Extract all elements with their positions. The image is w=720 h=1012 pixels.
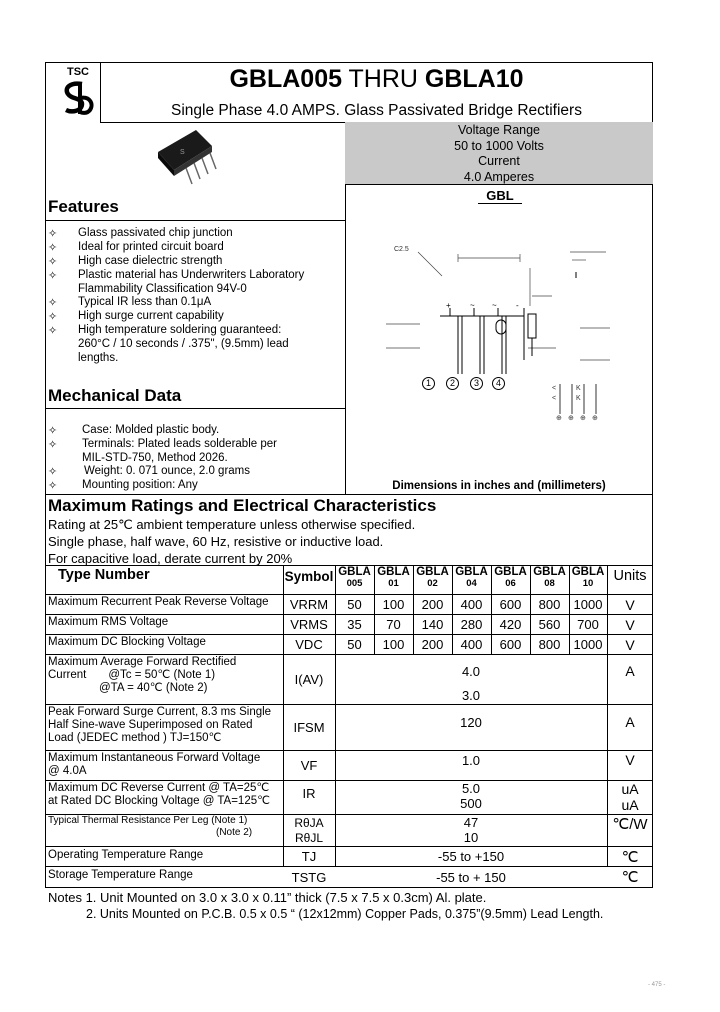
model-header-gbla06 bbox=[491, 566, 530, 590]
value-rja: 47 bbox=[463, 815, 479, 830]
page-footer-code: - 475 - bbox=[648, 982, 666, 988]
param-surge bbox=[48, 706, 271, 745]
model-series: GBLA bbox=[416, 566, 449, 578]
value-cell: 600 bbox=[499, 637, 522, 652]
unit-ir-1: uA bbox=[621, 780, 639, 797]
param-line: (Note 2) bbox=[216, 827, 253, 838]
value-ir-1: 5.0 bbox=[461, 781, 481, 796]
model-series: GBLA bbox=[494, 566, 527, 578]
model-suffix: 08 bbox=[544, 578, 555, 589]
mechanical-item: MIL-STD-750, Method 2026. bbox=[82, 452, 228, 464]
model-series: GBLA bbox=[533, 566, 566, 578]
value-cell: 420 bbox=[499, 617, 522, 632]
mechanical-item: Weight: 0. 071 ounce, 2.0 grams bbox=[84, 465, 250, 477]
value-vf: 1.0 bbox=[461, 752, 481, 768]
unit-vf: V bbox=[625, 752, 635, 768]
symbol-vdc: VDC bbox=[295, 637, 323, 652]
model-series: GBLA bbox=[377, 566, 410, 578]
logo-text: TSC bbox=[67, 66, 89, 78]
unit-op-temp: ℃ bbox=[621, 848, 639, 866]
param-avg-current bbox=[48, 656, 236, 695]
model-series: GBLA bbox=[338, 566, 371, 578]
param-op-temp: Operating Temperature Range bbox=[48, 849, 204, 861]
param-line: Maximum Instantaneous Forward Voltage bbox=[48, 752, 261, 764]
note-2: 2. Units Mounted on P.C.B. 0.5 x 0.5 “ (12x12mm) Copper Pads, 0.375”(9.5mm) Lead Length. bbox=[86, 907, 604, 921]
mechanical-item: Terminals: Plated leads solderable per bbox=[82, 438, 277, 450]
value-cell: 700 bbox=[577, 617, 599, 632]
symbol-iav: I(AV) bbox=[294, 672, 324, 687]
value-cell: 1000 bbox=[573, 637, 603, 652]
value-cell: 200 bbox=[421, 597, 444, 612]
symbol-ir: IR bbox=[302, 785, 316, 801]
unit-cell: V bbox=[625, 596, 635, 613]
value-cell: 50 bbox=[347, 637, 362, 652]
value-rjl: 10 bbox=[463, 830, 479, 845]
title-part1: GBLA005 bbox=[229, 65, 343, 93]
svg-text:~: ~ bbox=[492, 301, 497, 310]
symbol-rja: RθJA bbox=[294, 815, 324, 830]
voltage-range-label: Voltage Range bbox=[457, 123, 540, 137]
value-iav-2: 3.0 bbox=[461, 687, 481, 703]
page-title bbox=[100, 64, 653, 94]
value-cell: 800 bbox=[538, 637, 561, 652]
model-suffix: 01 bbox=[388, 578, 399, 589]
svg-text:⊕: ⊕ bbox=[556, 415, 562, 422]
symbol-ifsm: IFSM bbox=[293, 720, 325, 735]
package-outline-drawing bbox=[380, 238, 630, 428]
package-name: GBL bbox=[478, 188, 522, 204]
model-series: GBLA bbox=[571, 566, 605, 578]
svg-text:⊕: ⊕ bbox=[580, 415, 586, 422]
model-suffix: 02 bbox=[427, 578, 438, 589]
table-rule bbox=[45, 704, 653, 705]
feature-item: High case dielectric strength bbox=[78, 255, 223, 267]
model-suffix: 06 bbox=[505, 578, 516, 589]
pin-1-label: 1 bbox=[422, 377, 435, 390]
value-cell: 800 bbox=[538, 597, 561, 612]
svg-text:K: K bbox=[576, 395, 581, 402]
feature-item: Ideal for printed circuit board bbox=[78, 241, 224, 253]
svg-text:<: < bbox=[552, 395, 557, 402]
param-condition: @Tc = 50℃ (Note 1) bbox=[108, 669, 216, 681]
model-header-gbla01 bbox=[374, 566, 413, 590]
value-cell: 35 bbox=[347, 617, 362, 632]
feature-item: lengths. bbox=[78, 352, 119, 364]
spec-box bbox=[345, 122, 653, 185]
model-header-gbla02 bbox=[413, 566, 452, 590]
feature-item: Typical IR less than 0.1μA bbox=[78, 296, 212, 308]
value-cell: 100 bbox=[382, 637, 405, 652]
model-suffix: 04 bbox=[466, 578, 477, 589]
param-ir bbox=[48, 782, 270, 808]
unit-thermal: ℃/W bbox=[612, 816, 648, 833]
feature-item: High surge current capability bbox=[78, 310, 224, 322]
param-line: Typical Thermal Resistance Per Leg (Note 1) bbox=[48, 815, 248, 826]
symbol-tj: TJ bbox=[301, 849, 317, 864]
mechanical-item: Mounting position: Any bbox=[82, 479, 198, 491]
unit-ir-2: uA bbox=[621, 796, 639, 813]
value-cell: 100 bbox=[382, 597, 405, 612]
value-st-temp: -55 to + 150 bbox=[436, 869, 506, 885]
package-photo bbox=[150, 124, 230, 186]
rating-note: For capacitive load, derate current by 20% bbox=[48, 551, 293, 566]
param-condition: @TA = 40℃ (Note 2) bbox=[99, 682, 208, 694]
param-vf bbox=[48, 752, 260, 778]
unit-st-temp: ℃ bbox=[621, 869, 639, 886]
svg-text:S: S bbox=[180, 149, 185, 156]
value-ir-2: 500 bbox=[460, 796, 482, 811]
value-cell: 70 bbox=[386, 617, 401, 632]
param-vdc: Maximum DC Blocking Voltage bbox=[48, 636, 206, 648]
unit-ifsm: A bbox=[625, 714, 635, 730]
param-vrms: Maximum RMS Voltage bbox=[48, 616, 169, 628]
features-heading: Features bbox=[48, 197, 119, 216]
model-series: GBLA bbox=[455, 566, 488, 578]
bullet-icon: ✧ bbox=[48, 311, 58, 323]
title-thru: THRU bbox=[342, 65, 425, 93]
svg-text:K: K bbox=[576, 385, 581, 392]
param-line: Load (JEDEC method ) TJ=150℃ bbox=[48, 732, 222, 744]
feature-item: Glass passivated chip junction bbox=[78, 227, 233, 239]
symbol-tstg: TSTG bbox=[291, 869, 327, 885]
dimensions-caption: Dimensions in inches and (millimeters) bbox=[392, 480, 606, 492]
unit-iav: A bbox=[625, 663, 635, 679]
param-text: Current bbox=[48, 669, 87, 681]
mechanical-divider bbox=[45, 408, 345, 409]
note-1: Notes 1. Unit Mounted on 3.0 x 3.0 x 0.11” thick (7.5 x 7.5 x 0.3cm) Al. plate. bbox=[48, 890, 487, 905]
symbol-header: Symbol bbox=[284, 568, 334, 584]
type-number-header: Type Number bbox=[58, 567, 150, 583]
param-thermal bbox=[48, 815, 252, 839]
model-suffix: 005 bbox=[346, 578, 363, 589]
ratings-notes bbox=[48, 516, 415, 567]
bullet-icon: ✧ bbox=[48, 242, 58, 254]
bullet-icon: ✧ bbox=[48, 270, 58, 282]
svg-text:+: + bbox=[446, 301, 451, 310]
ratings-divider bbox=[45, 494, 653, 495]
param-line: Maximum Average Forward Rectified bbox=[48, 656, 237, 668]
model-header-gbla005 bbox=[335, 566, 374, 590]
mechanical-item: Case: Molded plastic body. bbox=[82, 424, 220, 436]
current-label: Current bbox=[478, 154, 520, 168]
param-line: at Rated DC Blocking Voltage @ TA=125℃ bbox=[48, 795, 271, 807]
dim-c25-label: C2.5 bbox=[394, 246, 409, 253]
model-header-gbla08 bbox=[530, 566, 569, 590]
param-line bbox=[48, 669, 236, 682]
model-header-gbla04 bbox=[452, 566, 491, 590]
value-iav-1: 4.0 bbox=[461, 663, 481, 679]
pin-2-label: 2 bbox=[446, 377, 459, 390]
pin-4-label: 4 bbox=[492, 377, 505, 390]
feature-item: 260°C / 10 seconds / .375", (9.5mm) lead bbox=[78, 338, 289, 350]
feature-item: High temperature soldering guaranteed: bbox=[78, 324, 282, 336]
value-cell: 400 bbox=[460, 637, 483, 652]
svg-text:-: - bbox=[516, 301, 519, 310]
bullet-icon: ✧ bbox=[48, 228, 58, 240]
rating-note: Single phase, half wave, 60 Hz, resistive or inductive load. bbox=[48, 534, 384, 549]
param-line: @ 4.0A bbox=[48, 765, 87, 777]
title-part2: GBLA10 bbox=[424, 65, 524, 93]
model-suffix: 10 bbox=[582, 578, 594, 589]
symbol-rjl: RθJL bbox=[294, 830, 323, 845]
svg-text:⊕: ⊕ bbox=[592, 415, 598, 422]
feature-item: Plastic material has Underwriters Laboratory bbox=[78, 269, 305, 281]
ratings-heading: Maximum Ratings and Electrical Characteristics bbox=[48, 496, 437, 515]
value-cell: 560 bbox=[538, 617, 561, 632]
param-line: Half Sine-wave Superimposed on Rated bbox=[48, 719, 253, 731]
unit-cell: V bbox=[625, 616, 635, 633]
value-cell: 1000 bbox=[573, 597, 603, 612]
param-st-temp: Storage Temperature Range bbox=[48, 869, 193, 881]
value-cell: 280 bbox=[460, 617, 483, 632]
svg-text:⊕: ⊕ bbox=[568, 415, 574, 422]
value-cell: 50 bbox=[347, 597, 362, 612]
table-rule bbox=[45, 654, 653, 655]
unit-cell: V bbox=[625, 636, 635, 653]
bullet-icon: ✧ bbox=[48, 325, 58, 337]
rating-note: Rating at 25℃ ambient temperature unless otherwise specified. bbox=[48, 517, 416, 532]
model-header-gbla10 bbox=[569, 566, 607, 590]
param-line: Maximum DC Reverse Current @ TA=25℃ bbox=[48, 782, 270, 794]
value-cell: 600 bbox=[499, 597, 522, 612]
value-cell: 200 bbox=[421, 637, 444, 652]
svg-text:<: < bbox=[552, 385, 557, 392]
mechanical-heading: Mechanical Data bbox=[48, 386, 182, 405]
param-vrrm: Maximum Recurrent Peak Reverse Voltage bbox=[48, 596, 269, 608]
value-cell: 140 bbox=[421, 617, 444, 632]
units-header: Units bbox=[613, 568, 647, 584]
bullet-icon: ✧ bbox=[48, 480, 58, 492]
bullet-icon: ✧ bbox=[48, 439, 58, 451]
bullet-icon: ✧ bbox=[48, 425, 58, 437]
bullet-icon: ✧ bbox=[48, 297, 58, 309]
svg-text:~: ~ bbox=[470, 301, 475, 310]
symbol-vrrm: VRRM bbox=[289, 597, 329, 612]
features-divider bbox=[45, 220, 345, 221]
param-line: Peak Forward Surge Current, 8.3 ms Single bbox=[48, 706, 272, 718]
voltage-range-value: 50 to 1000 Volts bbox=[454, 138, 544, 153]
value-cell: 400 bbox=[460, 597, 483, 612]
current-value: 4.0 Amperes bbox=[463, 169, 535, 184]
tsc-logo-icon bbox=[60, 80, 96, 118]
bullet-icon: ✧ bbox=[48, 466, 58, 478]
value-ifsm: 120 bbox=[460, 714, 482, 730]
page-subtitle: Single Phase 4.0 AMPS. Glass Passivated Bridge Rectifiers bbox=[171, 102, 582, 119]
symbol-vrms: VRMS bbox=[290, 617, 328, 632]
pin-3-label: 3 bbox=[470, 377, 483, 390]
bullet-icon: ✧ bbox=[48, 256, 58, 268]
value-op-temp: -55 to +150 bbox=[437, 849, 505, 864]
feature-item: Flammability Classification 94V-0 bbox=[78, 283, 247, 295]
symbol-vf: VF bbox=[300, 758, 318, 773]
